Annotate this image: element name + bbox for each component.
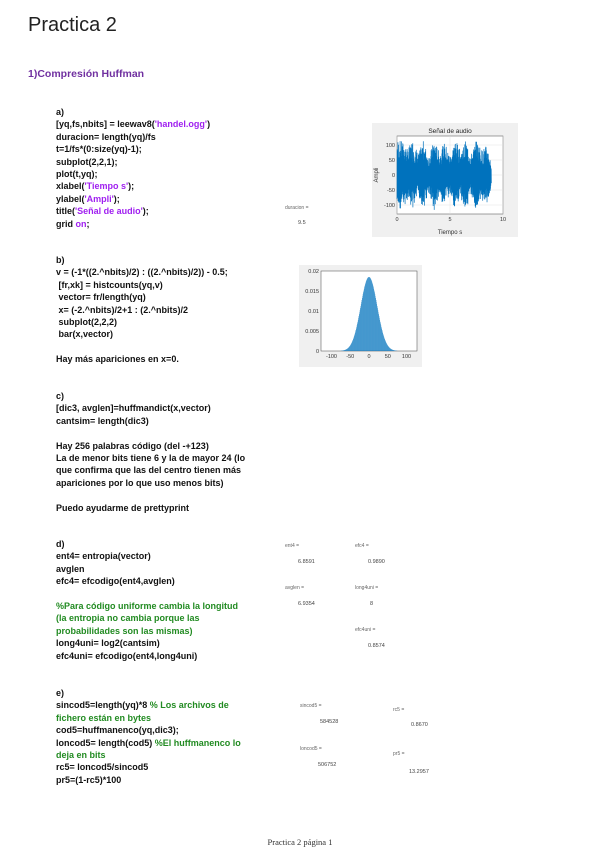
label-b: b) — [56, 255, 65, 265]
ws-var-loncod5: loncod5 = — [300, 746, 322, 752]
code-line: grid — [56, 218, 76, 229]
code-string: 'Tiempo s' — [84, 181, 129, 192]
x-tick-label: 0 — [367, 354, 371, 360]
chart-title: Señal de audio — [428, 128, 472, 135]
code-line: long4uni= log2(cantsim) — [56, 638, 160, 649]
ws-var-efc4uni: efc4uni = — [355, 627, 376, 633]
code-comment: fichero están en bytes — [56, 712, 152, 723]
y-tick-label: 0 — [315, 349, 319, 355]
ws-var-long4uni: long4uni = — [355, 585, 379, 591]
code-string: 'Ampli' — [84, 193, 114, 204]
code-line: [fr,xk] = histcounts(yq,v) — [56, 279, 163, 290]
x-tick-label: 0 — [395, 217, 399, 223]
ws-var-rc5: rc5 = — [393, 707, 405, 713]
histogram-chart — [299, 265, 422, 367]
code-line: ; — [86, 218, 90, 229]
ws-val-efc4uni: 0.8574 — [368, 643, 385, 649]
page-title: Practica 2 — [28, 14, 117, 36]
code-line: cantsim= length(dic3) — [56, 415, 149, 426]
text-line: Hay 256 palabras código (del -+123) — [56, 440, 209, 451]
ws-val-avglen: 6.9354 — [298, 601, 315, 607]
y-tick-label: 0.01 — [308, 309, 319, 315]
label-e: e) — [56, 688, 65, 698]
code-block-e — [56, 687, 241, 786]
ws-val-duracion: 9.5 — [298, 220, 306, 226]
code-line: avglen — [56, 563, 85, 574]
code-line: loncod5= length(cod5) — [56, 737, 155, 748]
code-line: title( — [56, 206, 75, 217]
x-tick-label: 10 — [499, 217, 507, 223]
code-comment: probabilidades son las mismas) — [56, 625, 193, 636]
x-tick-label: -50 — [346, 354, 355, 360]
code-line: efc4= efcodigo(ent4,avglen) — [56, 576, 175, 587]
ws-val-pr5: 13.2957 — [409, 769, 429, 775]
code-line: plot(t,yq); — [56, 169, 98, 180]
code-line: efc4uni= efcodigo(ent4,long4uni) — [56, 650, 198, 661]
code-line: rc5= loncod5/sincod5 — [56, 762, 149, 773]
code-line: pr5=(1-rc5)*100 — [56, 774, 122, 785]
text-line: Puedo ayudarme de prettyprint — [56, 502, 190, 513]
ws-val-loncod5: 506752 — [318, 762, 337, 768]
ws-var-sincod5: sincod5 = — [300, 703, 322, 709]
code-line: vector= fr/length(yq) — [56, 292, 146, 303]
code-line: x= (-2.^nbits)/2+1 : (2.^nbits)/2 — [56, 304, 189, 315]
ws-val-sincod5: 584528 — [320, 719, 339, 725]
y-axis-label: Ampli — [374, 167, 380, 183]
ws-var-efc4: efc4 = — [355, 543, 369, 549]
ws-var-avglen: avglen = — [285, 585, 305, 591]
code-keyword: on — [75, 218, 87, 229]
y-tick-label: -100 — [383, 203, 395, 209]
text-line: apariciones por lo que uso menos bits) — [56, 477, 224, 488]
code-line: sincod5=length(yq)*8 — [56, 700, 150, 711]
code-line: ) — [207, 119, 211, 130]
code-line: cod5=huffmanenco(yq,dic3); — [56, 725, 179, 736]
x-tick-label: -100 — [325, 354, 338, 360]
ws-val-long4uni: 8 — [370, 601, 374, 607]
code-line: ylabel( — [56, 193, 85, 204]
code-line: subplot(2,2,2) — [56, 317, 118, 328]
x-tick-label: 50 — [384, 354, 391, 360]
code-line: [yq,fs,nbits] = leewav8( — [56, 119, 155, 130]
code-line: ent4= entropia(vector) — [56, 551, 151, 562]
note-text: Hay más apariciones en x=0. — [56, 354, 179, 365]
code-string: 'Señal de audio' — [75, 206, 143, 217]
code-line: ); — [113, 193, 120, 204]
x-tick-label: 5 — [448, 217, 452, 223]
ws-val-ent4: 6.8591 — [298, 559, 315, 565]
ws-val-efc4: 0.9890 — [368, 559, 385, 565]
y-tick-label: -50 — [387, 188, 395, 194]
code-block-c — [56, 390, 245, 514]
ws-var-ent4: ent4 = — [285, 543, 300, 549]
page-footer: Practica 2 página 1 — [267, 837, 333, 847]
code-line: v = (-1*((2.^nbits)/2) : ((2.^nbits)/2)) - 0.5; — [56, 267, 228, 278]
y-tick-label: 0 — [391, 173, 395, 179]
x-axis-label: Tiempo s — [437, 230, 463, 236]
code-line: duracion= length(yq)/fs — [56, 131, 156, 142]
label-a: a) — [56, 107, 65, 117]
label-d: d) — [56, 539, 65, 549]
ws-var-duracion: duracion = — [285, 205, 309, 211]
ws-val-rc5: 0.8670 — [411, 722, 428, 728]
code-line: ); — [142, 206, 149, 217]
code-line: ); — [128, 181, 135, 192]
text-line: que confirma que las del centro tienen más — [56, 465, 242, 476]
code-block-d — [56, 538, 238, 662]
audio-signal-chart — [372, 123, 518, 237]
y-tick-label: 100 — [385, 143, 395, 149]
y-tick-label: 50 — [388, 158, 395, 164]
label-c: c) — [56, 391, 65, 401]
audio-figure — [372, 123, 518, 237]
histogram-figure — [299, 265, 422, 367]
code-comment: (la entropia no cambia porque las — [56, 613, 200, 624]
x-tick-label: 100 — [401, 354, 412, 360]
code-line: subplot(2,2,1); — [56, 156, 118, 167]
code-comment: %Para código uniforme cambia la longitud — [56, 601, 239, 612]
code-line: xlabel( — [56, 181, 85, 192]
code-block-a — [56, 106, 210, 230]
section-heading: 1)Compresión Huffman — [28, 68, 145, 80]
code-comment: % Los archivos de — [149, 700, 229, 711]
code-comment: %El huffmanenco lo — [154, 737, 241, 748]
y-tick-label: 0.015 — [305, 289, 319, 295]
code-block-b — [56, 254, 228, 366]
ws-var-pr5: pr5 = — [393, 751, 405, 757]
y-tick-label: 0.02 — [308, 269, 319, 275]
code-line: bar(x,vector) — [56, 329, 114, 340]
code-comment: deja en bits — [56, 750, 106, 761]
y-tick-label: 0.005 — [305, 329, 319, 335]
code-string: 'handel.ogg' — [154, 119, 208, 130]
code-line: [dic3, avglen]=huffmandict(x,vector) — [56, 403, 211, 414]
text-line: La de menor bits tiene 6 y la de mayor 24 (lo — [56, 453, 246, 464]
code-line: t=1/fs*(0:size(yq)-1); — [56, 144, 142, 155]
